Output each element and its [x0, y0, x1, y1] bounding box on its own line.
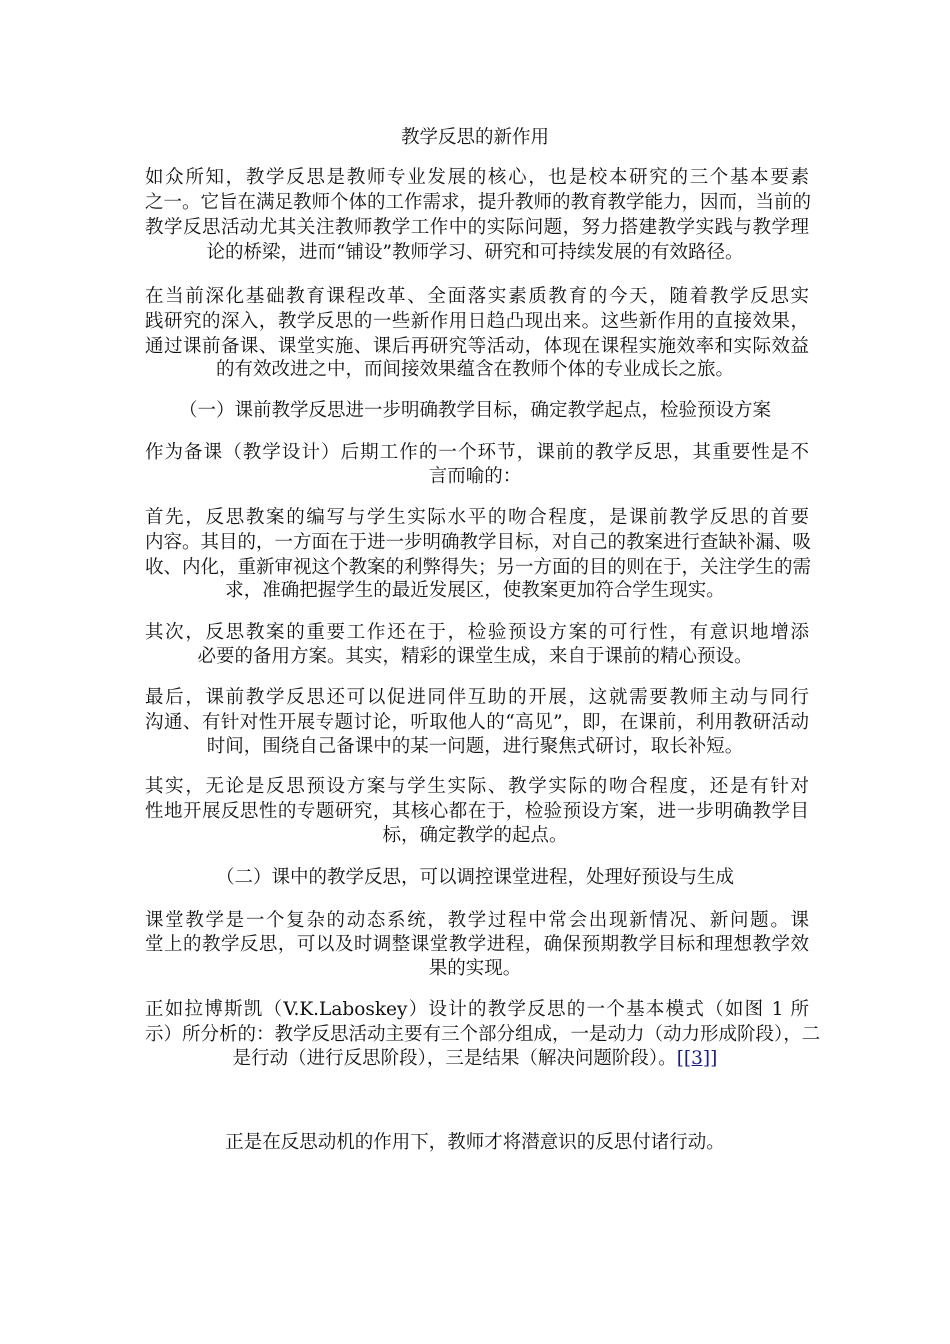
text-line: 示）所分析的：教学反思活动主要有三个部分组成，一是动力（动力形成阶段），二: [145, 1024, 821, 1045]
text-line: 堂上的教学反思，可以及时调整课堂教学进程，确保预期教学目标和理想教学效: [145, 934, 809, 955]
text-line: 标，确定教学的起点。: [382, 825, 568, 846]
text-line: 通过课前备课、课堂实施、课后再研究等活动，体现在课程实施效率和实际效益: [145, 336, 809, 357]
text-line: 作为备课（教学设计）后期工作的一个环节，课前的教学反思，其重要性是不: [145, 442, 809, 463]
text-line: 求，准确把握学生的最近发展区，使教案更加符合学生现实。: [225, 580, 725, 601]
text-line: 时间，围绕自己备课中的某一问题，进行聚焦式研讨，取长补短。: [206, 736, 744, 757]
section-heading-1: （一）课前教学反思进一步明确教学目标，确定教学起点，检验预设方案: [178, 400, 771, 421]
text-line: 践研究的深入，教学反思的一些新作用日趋凸现出来。这些新作用的直接效果，: [145, 311, 809, 332]
citation-link[interactable]: [[3]]: [676, 1048, 718, 1069]
text-line: 课堂教学是一个复杂的动态系统，教学过程中常会出现新情况、新问题。课: [145, 910, 809, 931]
text-line: 其次，反思教案的重要工作还在于，检验预设方案的可行性，有意识地增添: [145, 622, 809, 643]
text-line: [0, 1047, 950, 1071]
text-line: 最后，课前教学反思还可以促进同伴互助的开展，这就需要教师主动与同行: [145, 687, 809, 708]
text-line: 的有效改进之中，而间接效果蕴含在教师个体的专业成长之旅。: [215, 359, 734, 380]
text-line: 内容。其目的，一方面在于进一步明确教学目标，对自己的教案进行查缺补漏、吸: [145, 532, 812, 553]
text-line: 教学反思活动尤其关注教师教学工作中的实际问题，努力搭建教学实践与教学理: [145, 217, 809, 238]
text-line: 首先，反思教案的编写与学生实际水平的吻合程度，是课前教学反思的首要: [145, 507, 809, 528]
text-line: 如众所知，教学反思是教师专业发展的核心，也是校本研究的三个基本要素: [145, 167, 809, 188]
text-line: 正如拉博斯凯（V.K.Laboskey）设计的教学反思的一个基本模式（如图 1 所: [145, 999, 809, 1020]
text-line: 其实，无论是反思预设方案与学生实际、教学实际的吻合程度，还是有针对: [145, 776, 809, 797]
text-line: 沟通、有针对性开展专题讨论，听取他人的“高见”，即，在课前，利用教研活动: [145, 712, 809, 733]
paragraph-10: 正是在反思动机的作用下，教师才将潜意识的反思付诸行动。: [225, 1132, 725, 1153]
section-heading-2: （二）课中的教学反思，可以调控课堂进程，处理好预设与生成: [215, 867, 734, 888]
text-line: 性地开展反思性的专题研究，其核心都在于，检验预设方案，进一步明确教学目: [145, 801, 809, 822]
document-title: 教学反思的新作用: [400, 127, 549, 148]
text-line: 在当前深化基础教育课程改革、全面落实素质教育的今天，随着教学反思实: [145, 286, 809, 307]
text-line: 之一。它旨在满足教师个体的工作需求，提升教师的教育教学能力，因而，当前的: [145, 192, 812, 213]
text-line: 收、内化，重新审视这个教案的利弊得失；另一方面的目的则在于，关注学生的需: [145, 557, 812, 578]
text-line: 论的桥梁，进而“铺设”教师学习、研究和可持续发展的有效路径。: [206, 242, 744, 263]
text-line: 必要的备用方案。其实，精彩的课堂生成，来自于课前的精心预设。: [197, 646, 753, 667]
text-line: 言而喻的：: [428, 466, 522, 487]
text-line: 果的实现。: [428, 958, 522, 979]
text-segment: 是行动（进行反思阶段），三是结果（解决问题阶段）。: [232, 1048, 677, 1069]
